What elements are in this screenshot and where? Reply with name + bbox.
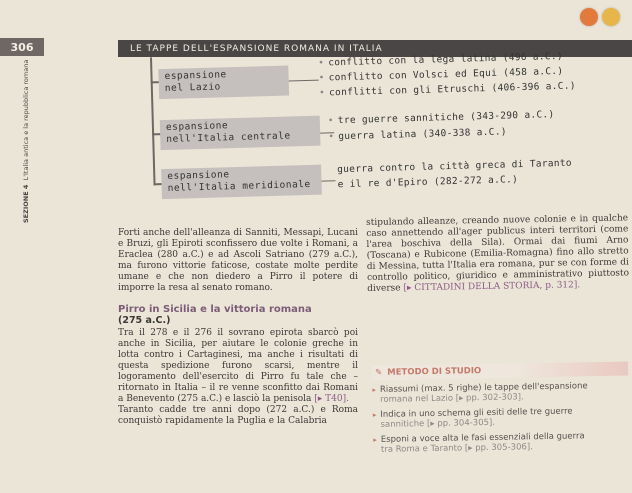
section-subheading-date: (275 a.C.) bbox=[118, 315, 171, 326]
study-task: ▸ Indica in uno schema gli esiti delle tre guerre sannitiche [▸ pp. 304-305]. bbox=[372, 406, 573, 430]
side-label bbox=[22, 60, 36, 270]
scheme-item: guerra contro la città greca di Taranto bbox=[337, 157, 573, 176]
scheme-item: e il re d'Epiro (282-272 a.C.) bbox=[337, 174, 519, 191]
scheme-branch-line bbox=[321, 180, 335, 181]
side-label-section: SEZIONE 4 bbox=[22, 184, 30, 224]
scheme-box-line: nell'Italia meridionale bbox=[167, 178, 311, 194]
triangle-bullet-icon: ▸ bbox=[372, 385, 377, 394]
scheme-item: • guerra latina (340-338 a.C.) bbox=[328, 126, 507, 143]
paragraph: Taranto cadde tre anni dopo (272 a.C.) e Roma conquistò rapidamente la Puglia e la Calabria bbox=[118, 405, 358, 426]
scheme-box-line: espansione bbox=[165, 120, 229, 133]
scheme-box-italia-meridionale bbox=[161, 165, 322, 199]
cross-reference-link[interactable]: [▸ T40]. bbox=[314, 394, 349, 404]
triangle-bullet-icon: ▸ bbox=[372, 410, 377, 419]
study-task: ▸ Riassumi (max. 5 righe) le tappe dell'espansione romana nel Lazio [▸ pp. 302-303]. bbox=[372, 381, 588, 405]
scheme-branch-line bbox=[289, 80, 319, 82]
scheme-box-lazio bbox=[158, 66, 289, 100]
paragraph: Forti anche dell'alleanza di Sanniti, Messapi, Lucani e Bruzi, gli Epiroti sconfissero due volte i Romani, a Eraclea (280 a.C.) e ad Ascoli Satriano (279 a.C.), ma furono vittorie faticose, costate molte perdite umane e che non diedero a Pirro il potere di imporre la resa al senato romano. bbox=[118, 228, 358, 293]
study-method-box bbox=[372, 362, 630, 455]
paragraph: Tra il 278 e il 276 il sovrano epirota sbarcò poi anche in Sicilia, per aiutare le colonie greche in lotta contro i Cartaginesi, ma anche i risultati di questa spedizione furono scarsi, mentre il logoramento dell'esercito di Pirro fu tale che – ritornato in Italia – il re venne sconfitto dai Romani a Benevento (275 a.C.) e lasciò la penisola [▸ T40]. bbox=[118, 328, 358, 404]
scheme-item: • tre guerre sannitiche (343-290 a.C.) bbox=[327, 109, 555, 127]
paragraph: stipulando alleanze, creando nuove colonie e in qualche caso annettendo all'ager publicus interi territori (come l'area boschiva della Sila). Ormai dai fiumi Arno (Toscana) e Rubicone (Emilia-Romagna) fino allo stretto di Messina, tutta l'Italia era romana, pur se con forme di controllo politico, giuridico e amministrativo piuttosto diverse [▸ CITTADINI DELLA STORIA, p. 312]. bbox=[366, 213, 630, 294]
yellow-circle-icon bbox=[602, 8, 620, 26]
triangle-bullet-icon: ▸ bbox=[373, 435, 377, 444]
study-task: ▸ Esponi a voce alta le fasi essenziali della guerra tra Roma e Taranto [▸ pp. 305-306]. bbox=[373, 431, 585, 455]
scheme-title: LE TAPPE DELL'ESPANSIONE ROMANA IN ITALIA bbox=[118, 40, 632, 57]
scheme-item: • conflitto con Volsci ed Equi (458 a.C.) bbox=[318, 65, 564, 84]
scheme-box-line: espansione bbox=[167, 169, 230, 182]
orange-circle-icon bbox=[580, 8, 598, 26]
right-column bbox=[366, 213, 629, 295]
scheme-box-line: nell'Italia centrale bbox=[166, 130, 291, 145]
scheme-item: • conflitti con gli Etruschi (406-396 a.C.) bbox=[318, 80, 576, 99]
scheme-box-line: espansione bbox=[164, 69, 227, 82]
header-icons bbox=[580, 8, 620, 26]
scheme-box-line: nel Lazio bbox=[164, 81, 221, 94]
scheme-box-italia-centrale bbox=[160, 116, 321, 150]
pencil-icon: ✎ bbox=[375, 367, 383, 378]
scheme-connector bbox=[150, 57, 156, 185]
section-subheading: Pirro in Sicilia e la vittoria romana bbox=[118, 304, 312, 315]
page-number: 306 bbox=[0, 38, 44, 56]
study-method-title: ✎ METODO DI STUDIO bbox=[372, 362, 628, 380]
left-column bbox=[118, 228, 358, 427]
expansion-scheme bbox=[128, 44, 632, 208]
scheme-item: • conflitto con la lega latina (496 a.C.) bbox=[318, 50, 564, 69]
cross-reference-link[interactable]: [▸ CITTADINI DELLA STORIA, p. 312]. bbox=[403, 280, 581, 294]
side-label-title: L'Italia antica e la repubblica romana bbox=[22, 60, 30, 181]
